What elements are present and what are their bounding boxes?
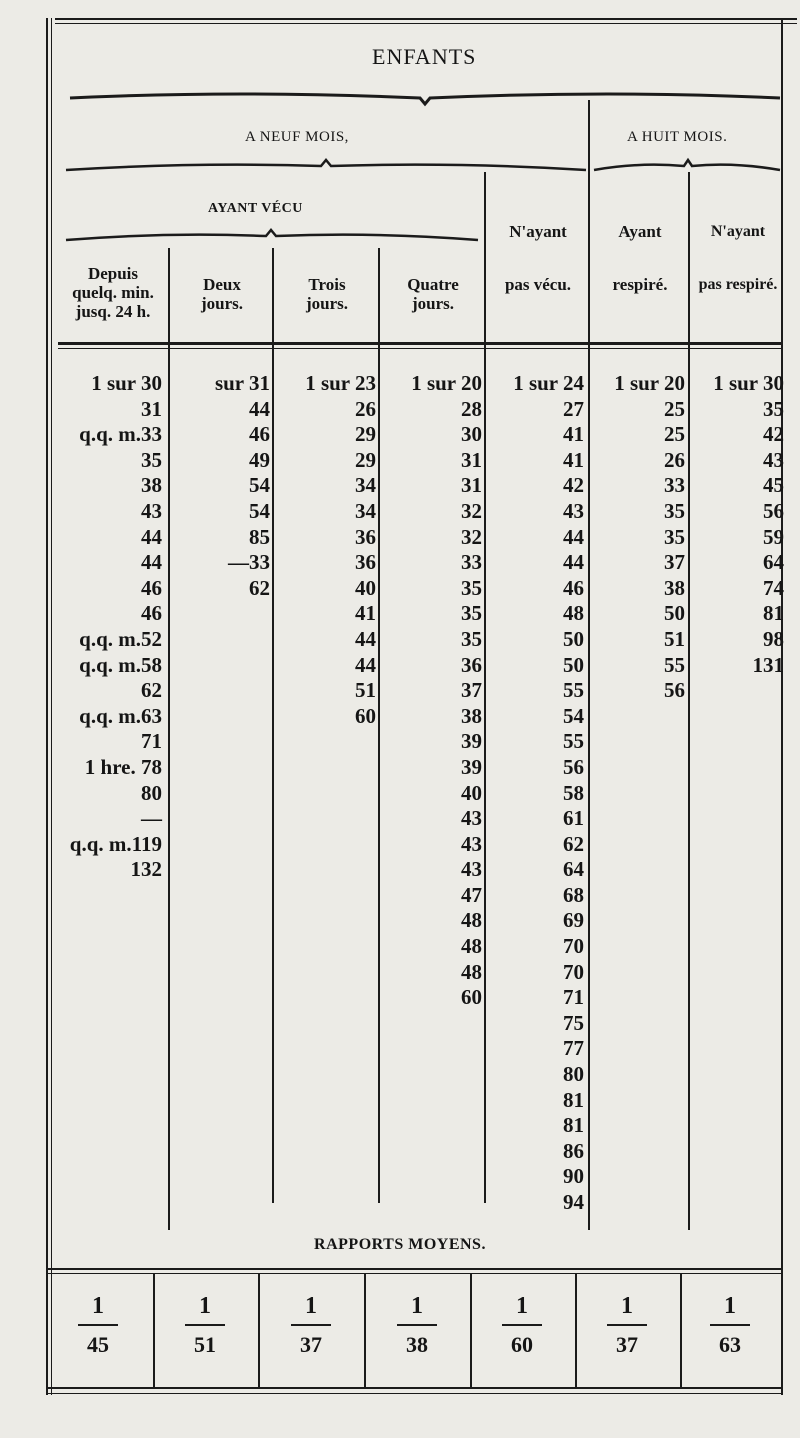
table-cell: 44 (563, 524, 584, 549)
table-cell: 46 (249, 422, 270, 447)
table-cell: 43 (461, 857, 482, 882)
rapports-sep-6 (680, 1274, 682, 1387)
table-cell: 54 (249, 473, 270, 498)
col-sep-5 (588, 100, 590, 1230)
table-cell: 36 (355, 550, 376, 575)
table-cell: 1 sur 24 (513, 371, 584, 395)
frame-bottom-rule-inner (46, 1393, 783, 1394)
rapport-col-3: 1 37 (281, 1292, 341, 1358)
table-cell: 54 (563, 703, 584, 728)
table-cell: 30 (461, 422, 482, 447)
column-deux-jours (172, 371, 270, 601)
table-cell: 69 (563, 908, 584, 933)
col-sep-1 (168, 248, 170, 1230)
table-cell: 37 (461, 678, 482, 703)
column-ayant-respire (592, 371, 685, 704)
col-sep-6 (688, 172, 690, 1230)
table-cell: 45 (763, 473, 784, 498)
table-cell: 1 sur 30 (713, 371, 784, 395)
table-cell: 132 (130, 857, 162, 882)
table-cell: 81 (563, 1113, 584, 1138)
table-cell: 36 (355, 524, 376, 549)
table-cell: 60 (355, 703, 376, 728)
title-brace (70, 90, 780, 110)
header-col-2: Deux jours. (200, 275, 244, 313)
table-cell: 47 (461, 882, 482, 907)
rapport-col-1: 1 45 (68, 1292, 128, 1358)
table-cell: 54 (249, 498, 270, 523)
table-cell: 1 sur 23 (305, 371, 376, 395)
rapports-top-rule (46, 1268, 783, 1270)
table-cell: 46 (141, 575, 162, 600)
table-cell: 1 sur 30 (91, 371, 162, 395)
group-neuf-mois: A NEUF MOIS, (245, 129, 349, 145)
table-cell: 33 (664, 473, 685, 498)
table-cell: 68 (563, 882, 584, 907)
rapport-col-6: 1 37 (597, 1292, 657, 1358)
table-cell: 42 (763, 422, 784, 447)
table-cell: 71 (141, 729, 162, 754)
table-cell: 48 (461, 934, 482, 959)
col-sep-3 (378, 248, 380, 1203)
table-cell: 35 (763, 396, 784, 421)
table-cell: 34 (355, 473, 376, 498)
table-cell: sur 31 (214, 371, 270, 395)
table-cell: 43 (461, 806, 482, 831)
table-cell: 85 (249, 524, 270, 549)
rapport-col-5: 1 60 (492, 1292, 552, 1358)
table-cell: 40 (461, 780, 482, 805)
header-bottom-rule-thin (58, 348, 782, 349)
table-cell: 31 (461, 447, 482, 472)
table-cell: 81 (763, 601, 784, 626)
table-cell: 26 (355, 396, 376, 421)
table-cell: —33 (228, 550, 270, 575)
huit-mois-brace (594, 158, 780, 176)
table-cell: 80 (563, 1062, 584, 1087)
table-cell: 86 (563, 1138, 584, 1163)
rapport-col-2: 1 51 (175, 1292, 235, 1358)
table-cell: 50 (563, 652, 584, 677)
table-cell: 61 (563, 806, 584, 831)
table-cell: 43 (461, 831, 482, 856)
rapport-col-7: 1 63 (700, 1292, 760, 1358)
table-cell: 26 (664, 447, 685, 472)
frame-bottom-rule (46, 1387, 783, 1389)
table-cell: 75 (563, 1010, 584, 1035)
table-cell: 74 (763, 575, 784, 600)
table-cell: q.q. m.63 (79, 703, 162, 728)
table-cell: 43 (141, 498, 162, 523)
frame-top-rule-inner (55, 23, 797, 24)
table-cell: — (141, 806, 162, 831)
table-cell: 35 (461, 626, 482, 651)
table-cell: 1 sur 20 (614, 371, 685, 395)
rapports-title: RAPPORTS MOYENS. (314, 1236, 486, 1253)
table-cell: 55 (563, 729, 584, 754)
column-nayant-pas-vecu (488, 371, 584, 1216)
header-col-5: N'ayant pas vécu. (504, 222, 572, 294)
table-cell: 77 (563, 1036, 584, 1061)
table-cell: 28 (461, 396, 482, 421)
table-cell: 62 (249, 575, 270, 600)
rapports-sep-5 (575, 1274, 577, 1387)
table-cell: 33 (461, 550, 482, 575)
table-cell: 64 (763, 550, 784, 575)
table-cell: 38 (461, 703, 482, 728)
table-cell: 35 (664, 524, 685, 549)
table-cell: 56 (664, 678, 685, 703)
table-cell: 55 (664, 652, 685, 677)
rapports-sep-1 (153, 1274, 155, 1387)
table-cell: 1 hre. 78 (84, 754, 162, 779)
table-cell: 32 (461, 524, 482, 549)
table-cell: 1 sur 20 (411, 371, 482, 395)
table-cell: 25 (664, 422, 685, 447)
table-cell: 44 (141, 524, 162, 549)
header-col-4: Quatre jours. (407, 275, 459, 313)
table-cell: 44 (563, 550, 584, 575)
table-cell: 51 (664, 626, 685, 651)
table-cell: q.q. m.52 (79, 626, 162, 651)
table-cell: 43 (563, 498, 584, 523)
rapports-sep-2 (258, 1274, 260, 1387)
table-cell: 38 (664, 575, 685, 600)
table-cell: 43 (763, 447, 784, 472)
table-cell: 46 (563, 575, 584, 600)
table-cell: 70 (563, 934, 584, 959)
header-bottom-rule (58, 342, 782, 345)
column-trois-jours (276, 371, 376, 729)
frame-left-rule-inner (51, 18, 52, 1395)
ayant-vecu-brace (66, 228, 478, 246)
table-cell: 94 (563, 1190, 584, 1214)
table-cell: 48 (461, 959, 482, 984)
table-cell: 38 (141, 473, 162, 498)
column-quatre-jours (382, 371, 482, 1011)
header-col-1: Depuis quelq. min. jusq. 24 h. (72, 264, 154, 321)
header-col-3: Trois jours. (305, 275, 349, 313)
table-cell: 39 (461, 754, 482, 779)
table-cell: 80 (141, 780, 162, 805)
table-cell: 56 (563, 754, 584, 779)
table-cell: 35 (141, 447, 162, 472)
table-cell: 62 (563, 831, 584, 856)
table-cell: 44 (141, 550, 162, 575)
table-cell: 58 (563, 780, 584, 805)
rapports-sep-3 (364, 1274, 366, 1387)
rapports-top-rule-thin (46, 1273, 783, 1274)
table-cell: 50 (664, 601, 685, 626)
table-cell: 64 (563, 857, 584, 882)
table-cell: 40 (355, 575, 376, 600)
table-cell: 41 (563, 447, 584, 472)
table-cell: 42 (563, 473, 584, 498)
table-title: ENFANTS (372, 44, 477, 69)
table-cell: 49 (249, 447, 270, 472)
table-cell: 34 (355, 498, 376, 523)
header-col-7: N'ayant pas respiré. (698, 223, 778, 293)
table-cell: 70 (563, 959, 584, 984)
frame-top-rule (55, 18, 797, 20)
table-cell: 81 (563, 1087, 584, 1112)
table-cell: 41 (563, 422, 584, 447)
table-cell: 44 (249, 396, 270, 421)
table-cell: 90 (563, 1164, 584, 1189)
table-cell: 32 (461, 498, 482, 523)
table-cell: 48 (563, 601, 584, 626)
group-huit-mois: A HUIT MOIS. (627, 129, 728, 145)
table-cell: 31 (461, 473, 482, 498)
table-cell: 48 (461, 908, 482, 933)
group-ayant-vecu: AYANT VÉCU (208, 201, 303, 216)
rapport-col-4: 1 38 (387, 1292, 447, 1358)
table-cell: 29 (355, 447, 376, 472)
header-col-6: Ayant respiré. (612, 222, 668, 294)
table-cell: 25 (664, 396, 685, 421)
table-cell: 71 (563, 985, 584, 1010)
table-cell: q.q. m.58 (79, 652, 162, 677)
table-cell: 46 (141, 601, 162, 626)
table-cell: 59 (763, 524, 784, 549)
column-depuis (58, 371, 162, 883)
table-cell: 29 (355, 422, 376, 447)
table-cell: 41 (355, 601, 376, 626)
table-cell: 50 (563, 626, 584, 651)
table-cell: 37 (664, 550, 685, 575)
table-cell: 60 (461, 985, 482, 1010)
table-cell: 55 (563, 678, 584, 703)
table-cell: 35 (461, 575, 482, 600)
table-cell: 36 (461, 652, 482, 677)
table-cell: 35 (461, 601, 482, 626)
table-cell: 31 (141, 396, 162, 421)
table-cell: 39 (461, 729, 482, 754)
table-cell: 131 (752, 652, 784, 677)
col-sep-2 (272, 248, 274, 1203)
table-cell: q.q. m.119 (69, 831, 162, 856)
table-cell: 44 (355, 652, 376, 677)
table-cell: 44 (355, 626, 376, 651)
table-cell: 56 (763, 498, 784, 523)
table-cell: 35 (664, 498, 685, 523)
table-cell: 51 (355, 678, 376, 703)
neuf-mois-brace (66, 158, 586, 176)
table-cell: q.q. m.33 (79, 422, 162, 447)
table-cell: 98 (763, 626, 784, 651)
frame-left-rule (46, 18, 48, 1395)
table-cell: 27 (563, 396, 584, 421)
table-cell: 62 (141, 678, 162, 703)
rapports-sep-4 (470, 1274, 472, 1387)
column-nayant-pas-respire (692, 371, 784, 678)
col-sep-4 (484, 172, 486, 1203)
